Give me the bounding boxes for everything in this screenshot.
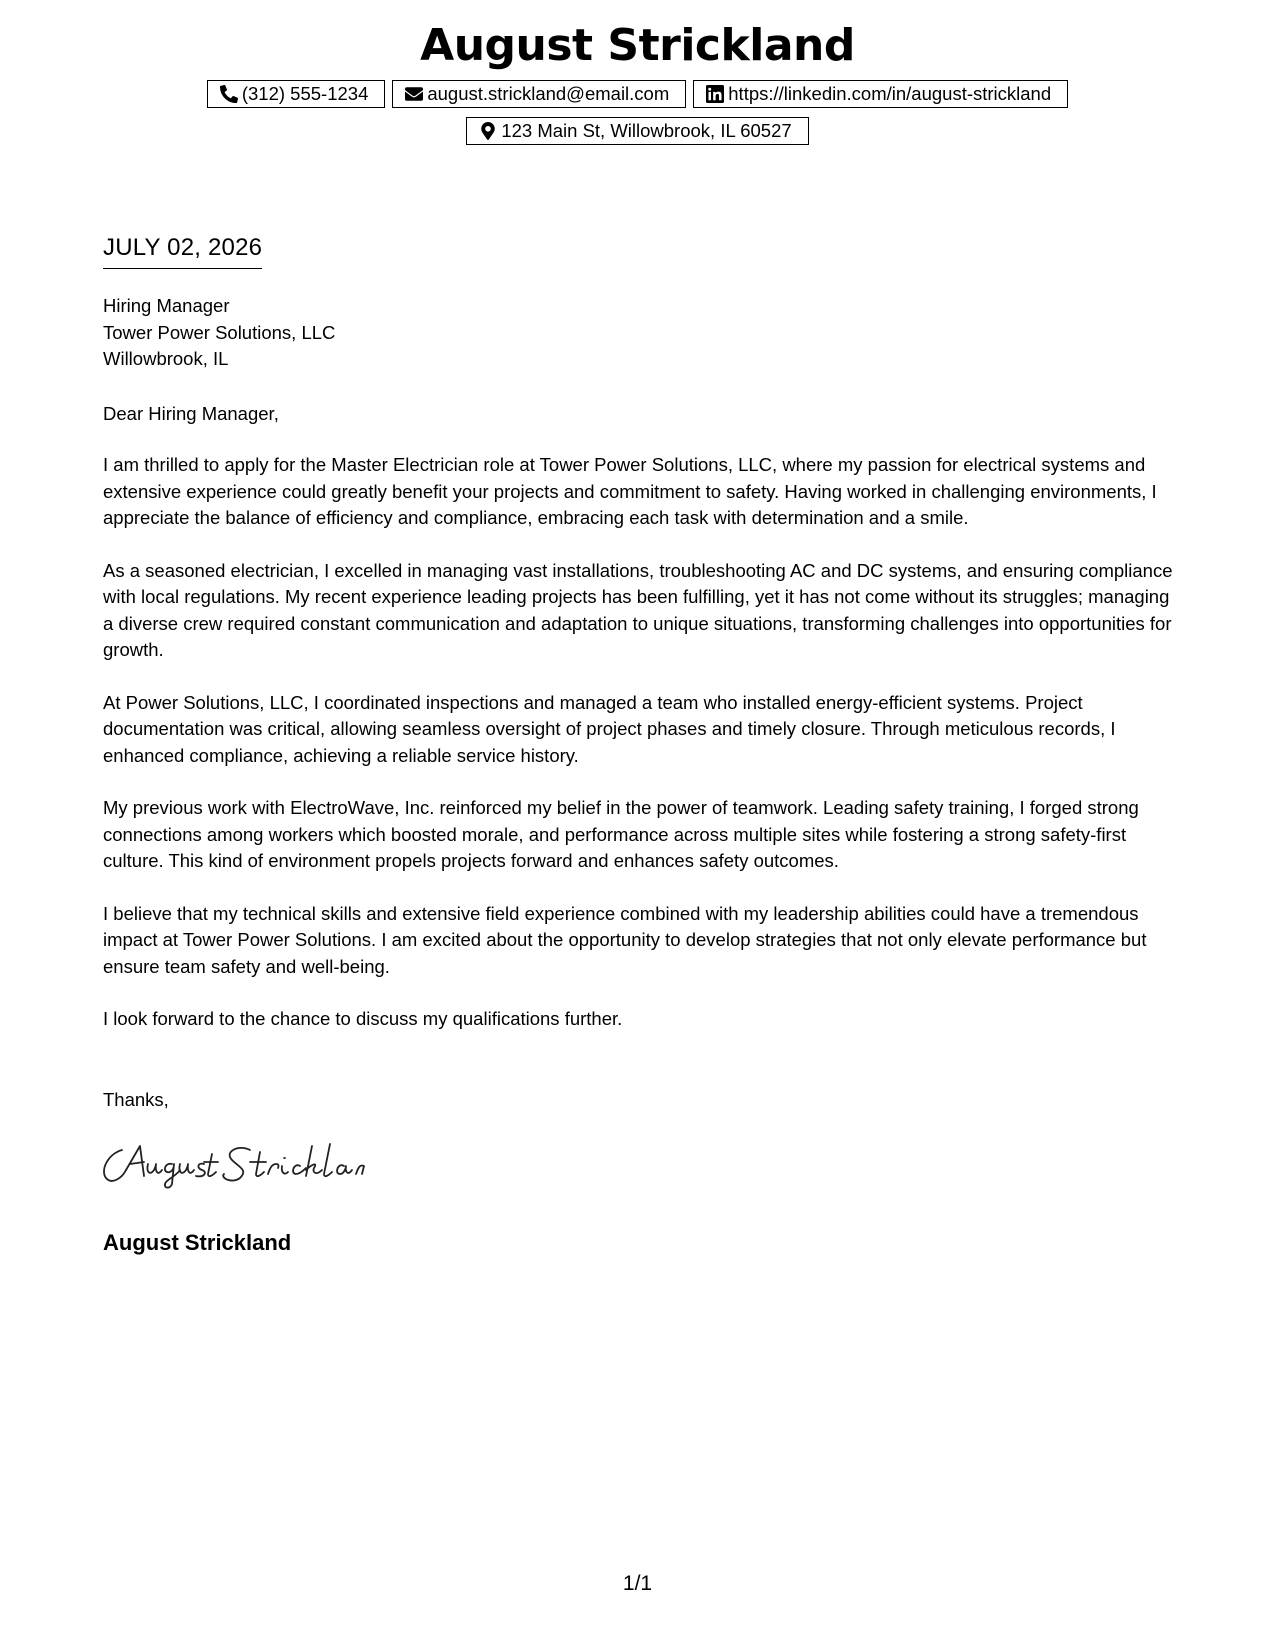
address-chip[interactable] [466,117,808,145]
body-paragraph: I am thrilled to apply for the Master Electrician role at Tower Power Solutions, LLC, where my passion for electrical systems and extensive experience could greatly benefit your projects and commitment to safety. Having worked in challenging environments, I appreciate the balance of efficiency and compliance, embracing each task with determination and a smile. [103,454,1157,528]
body-paragraph: As a seasoned electrician, I excelled in managing vast installations, troubleshooting AC and DC systems, and ensuring compliance with local regulations. My recent experience leading projects has been fulfilling, yet it has not come without its struggles; managing a diverse crew required constant communication and adaptation to unique situations, transforming challenges into opportunities for growth. [103,559,1173,660]
contact-row [0,80,1275,108]
map-marker-icon [479,122,497,140]
salutation: Dear Hiring Manager, [103,403,279,424]
phone-icon [220,85,238,103]
linkedin-text: https://linkedin.com/in/august-strickland [728,83,1052,104]
linkedin-chip[interactable] [693,80,1068,108]
phone-chip[interactable] [207,80,386,108]
email-text: august.strickland@email.com [427,83,670,104]
email-chip[interactable] [392,80,686,108]
applicant-name-heading: August Strickland [420,20,855,71]
page-number: 1/1 [622,1572,653,1595]
closing: Thanks, [103,1089,169,1110]
letter-date: JULY 02, 2026 [103,234,262,269]
body-paragraph: My previous work with ElectroWave, Inc. reinforced my belief in the power of teamwork. Leading safety training, I forged strong connections among workers which boosted morale, and performance across multiple sites while fostering a strong safety-first culture. This kind of environment propels projects forward and enhances safety outcomes. [103,797,1139,871]
linkedin-icon [706,85,724,103]
body-paragraph: At Power Solutions, LLC, I coordinated inspections and managed a team who installed energy-efficient systems. Project documentation was critical, allowing seamless oversight of project phases and timely closure. Through meticulous records, I enhanced compliance, achieving a reliable service history. [103,691,1116,766]
contact-row-address [0,117,1275,145]
envelope-icon [405,85,423,103]
recipient-title: Hiring Manager [103,295,230,316]
phone-text: (312) 555-1234 [241,83,369,104]
recipient-location: Willowbrook, IL [103,348,229,369]
body-paragraph: I believe that my technical skills and extensive field experience combined with my leadership abilities could have a tremendous impact at Tower Power Solutions. I am excited about the opportunity to develop strategies that not only elevate performance but ensure team safety and well-being. [103,902,1147,977]
signer-name: August Strickland [103,1230,292,1255]
recipient-block [103,293,335,373]
handwritten-signature [100,1140,370,1190]
address-text: 123 Main St, Willowbrook, IL 60527 [501,120,792,141]
recipient-company: Tower Power Solutions, LLC [103,321,336,343]
body-paragraph: I look forward to the chance to discuss my qualifications further. [103,1008,623,1029]
letter-body [103,452,1178,1059]
